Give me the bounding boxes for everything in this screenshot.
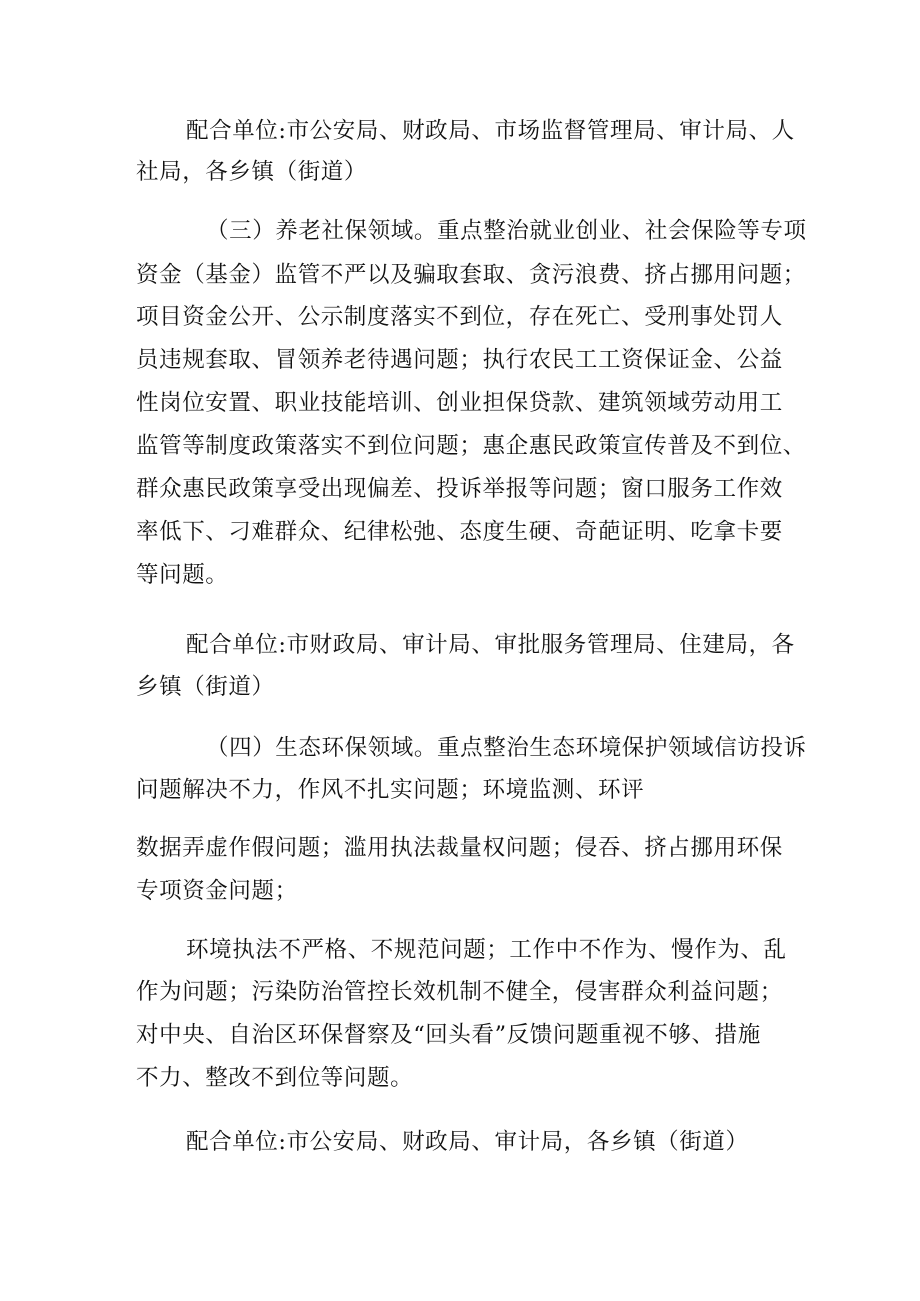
section-heading-line: （四）生态环保领域。重点整治生态环境保护领域信访投诉 — [206, 735, 807, 761]
text-line: 数据弄虚作假问题；滥用执法裁量权问题；侵吞、挤占挪用环保 — [136, 835, 783, 861]
text-line: 问题解决不力，作风不扎实问题；环境监测、环评 — [136, 777, 645, 803]
text-line: 社局，各乡镇（街道） — [136, 159, 368, 185]
text-line: 监管等制度政策落实不到位问题；惠企惠民政策宣传普及不到位、 — [136, 433, 806, 459]
text-line: 不力、整改不到位等问题。 — [136, 1065, 414, 1091]
text-line: 对中央、自治区环保督察及“回头看”反馈问题重视不够、措施 — [136, 1022, 761, 1048]
text-line: 乡镇（街道） — [136, 674, 275, 700]
text-line: 作为问题；污染防治管控长效机制不健全，侵害群众利益问题； — [136, 979, 783, 1005]
text-line: 项目资金公开、公示制度落实不到位，存在死亡、受刑事处罚人 — [136, 304, 783, 330]
text-line: 性岗位安置、职业技能培训、创业担保贷款、建筑领域劳动用工 — [136, 390, 783, 416]
text-line: 配合单位:市公安局、财政局、市场监督管理局、审计局、人 — [186, 118, 795, 144]
text-line: 配合单位:市财政局、审计局、审批服务管理局、住建局，各 — [186, 632, 795, 658]
text-line: 配合单位:市公安局、财政局、审计局，各乡镇（街道） — [186, 1129, 749, 1155]
text-line: 群众惠民政策享受出现偏差、投诉举报等问题；窗口服务工作效 — [136, 476, 783, 502]
text-line: 等问题。 — [136, 562, 229, 588]
section-heading-line: （三）养老社保领域。重点整治就业创业、社会保险等专项 — [206, 218, 807, 244]
text-line: 率低下、刁难群众、纪律松弛、态度生硬、奇葩证明、吃拿卡要 — [136, 519, 783, 545]
text-line: 员违规套取、冒领养老待遇问题；执行农民工工资保证金、公益 — [136, 347, 783, 373]
text-line: 环境执法不严格、不规范问题；工作中不作为、慢作为、乱 — [186, 937, 787, 963]
text-line: 专项资金问题； — [136, 878, 298, 904]
text-line: 资金（基金）监管不严以及骗取套取、贪污浪费、挤占挪用问题； — [136, 262, 806, 288]
